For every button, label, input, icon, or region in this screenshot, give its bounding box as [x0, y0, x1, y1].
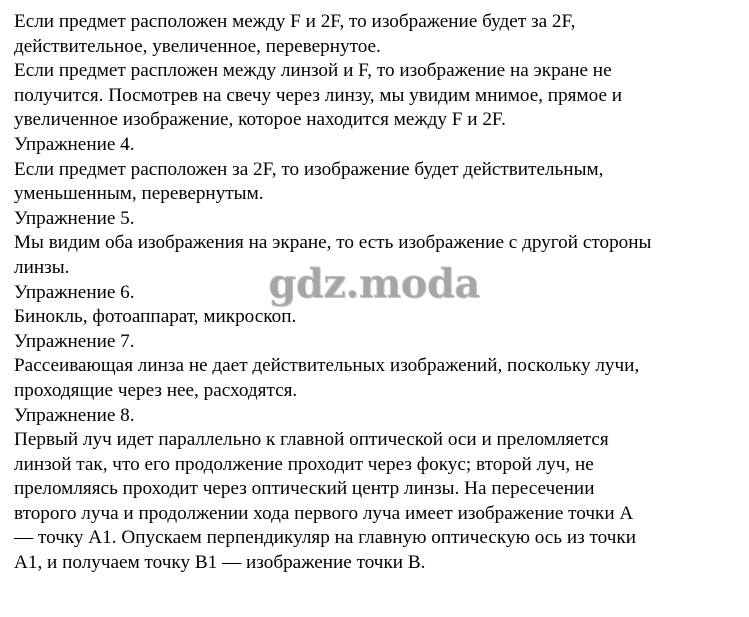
exercise-heading: Упражнение 5.	[14, 207, 135, 229]
text-line: Если предмет расположен между F и 2F, то изображение будет за 2F,	[14, 11, 576, 32]
text-line: линзой так, что его продолжение проходит через фокус; второй луч, не	[14, 453, 594, 475]
text-line: Первый луч идет параллельно к главной оптической оси и преломляется	[14, 429, 609, 451]
exercise-heading: Упражнение 4.	[14, 133, 135, 155]
text-line: Мы видим оба изображения на экране, то есть изображение с другой стороны	[14, 232, 652, 254]
watermark-logo: gdz.moda	[268, 260, 480, 307]
text-line: Рассеивающая линза не дает действительных изображений, поскольку лучи,	[14, 355, 640, 377]
text-line: линзы.	[14, 256, 70, 278]
document-text	[14, 10, 744, 576]
text-line: преломляясь проходит через оптический центр линзы. На пересечении	[14, 478, 595, 500]
text-line: Если предмет расположен за 2F, то изображение будет действительным,	[14, 158, 604, 180]
text-line: второго луча и продолжении хода первого луча имеет изображение точки А	[14, 502, 634, 524]
text-line: получится. Посмотрев на свечу через линзу, мы увидим мнимое, прямое и	[14, 84, 623, 106]
exercise-heading: Упражнение 7.	[14, 330, 135, 352]
text-line: действительное, увеличенное, перевернутое.	[14, 35, 381, 57]
text-line: проходящие через нее, расходятся.	[14, 379, 298, 401]
text-line: уменьшенным, перевернутым.	[14, 183, 264, 205]
text-line: увеличенное изображение, которое находится между F и 2F.	[14, 109, 506, 131]
text-line: — точку А1. Опускаем перпендикуляр на главную оптическую ось из точки	[14, 527, 636, 549]
text-line: А1, и получаем точку В1 — изображение точки В.	[14, 552, 426, 574]
text-line: Бинокль, фотоаппарат, микроскоп.	[14, 306, 297, 328]
exercise-heading: Упражнение 6.	[14, 281, 135, 303]
exercise-heading: Упражнение 8.	[14, 404, 135, 426]
text-line: Если предмет распложен между линзой и F, то изображение на экране не	[14, 60, 612, 82]
